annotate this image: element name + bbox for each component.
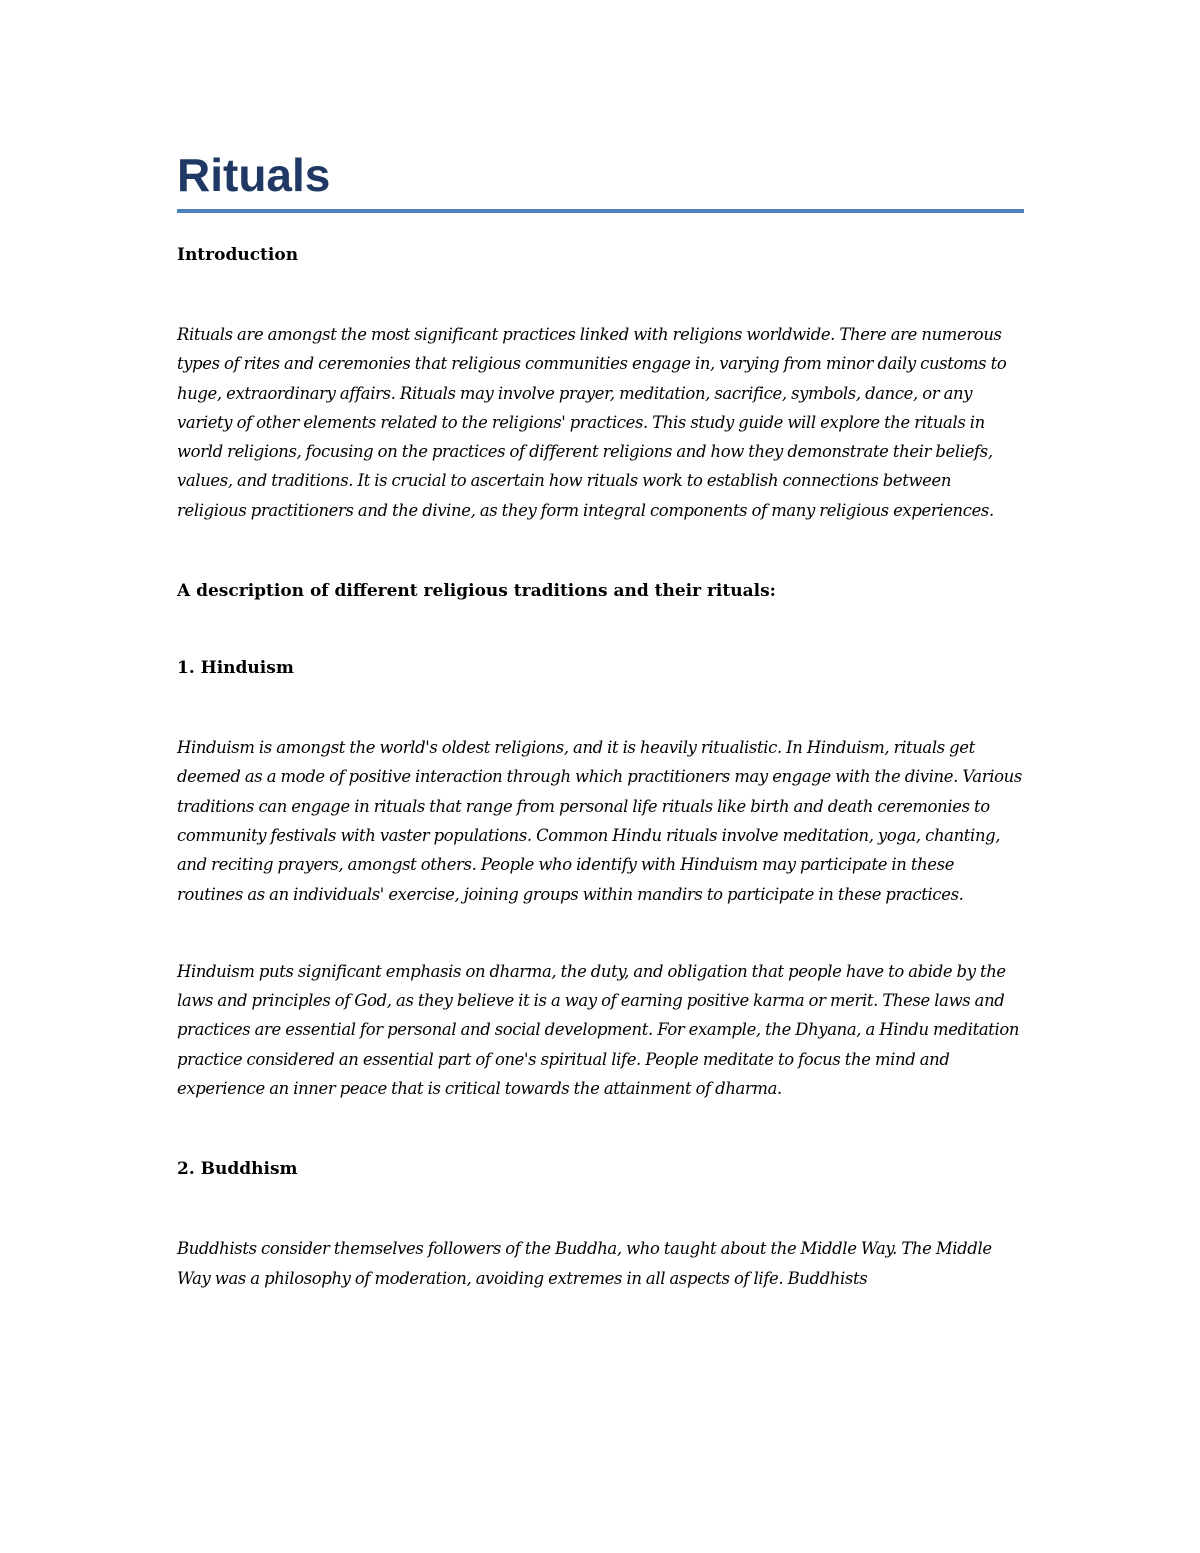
hinduism-paragraph-1: Hinduism is amongst the world's oldest religions, and it is heavily ritualistic. In Hinduism, rituals get deemed as a mode of positive interaction through which practitioners may engage with the divine. Various traditions can engage in rituals that range from personal life rituals like birth and death ceremonies to community festivals with vaster populations. Common Hindu rituals involve meditation, yoga, chanting, and reciting prayers, amongst others. People who identify with Hinduism may participate in these routines as an individuals' exercise, joining groups within mandirs to participate in these practices. [177, 738, 1022, 904]
buddhism-paragraph: Buddhists consider themselves followers of the Buddha, who taught about the Middle Way. The Middle Way was a philosophy of moderation, avoiding extremes in all aspects of life. Buddhists [177, 1239, 992, 1288]
document-title: Rituals [177, 149, 331, 201]
title-underline [177, 209, 1024, 213]
document-page [177, 145, 1024, 1293]
introduction-paragraph: Rituals are amongst the most significant practices linked with religions worldwide. There are numerous types of rites and ceremonies that religious communities engage in, varying from minor daily customs to huge, extraordinary affairs. Rituals may involve prayer, meditation, sacrifice, symbols, dance, or any variety of other elements related to the religions' practices. This study guide will explore the rituals in world religions, focusing on the practices of different religions and how they demonstrate their beliefs, values, and traditions. It is crucial to ascertain how rituals work to establish connections between religious practitioners and the divine, as they form integral components of many religious experiences. [177, 325, 1007, 520]
introduction-heading: Introduction [177, 245, 299, 265]
buddhism-heading: 2. Buddhism [177, 1159, 298, 1180]
traditions-heading: A description of different religious traditions and their rituals: [177, 581, 776, 602]
hinduism-heading: 1. Hinduism [177, 658, 294, 679]
hinduism-paragraph-2: Hinduism puts significant emphasis on dharma, the duty, and obligation that people have to abide by the laws and principles of God, as they believe it is a way of earning positive karma or merit. These laws and practices are essential for personal and social development. For example, the Dhyana, a Hindu meditation practice considered an essential part of one's spiritual life. People meditate to focus the mind and experience an inner peace that is critical towards the attainment of dharma. [177, 961, 1020, 1099]
